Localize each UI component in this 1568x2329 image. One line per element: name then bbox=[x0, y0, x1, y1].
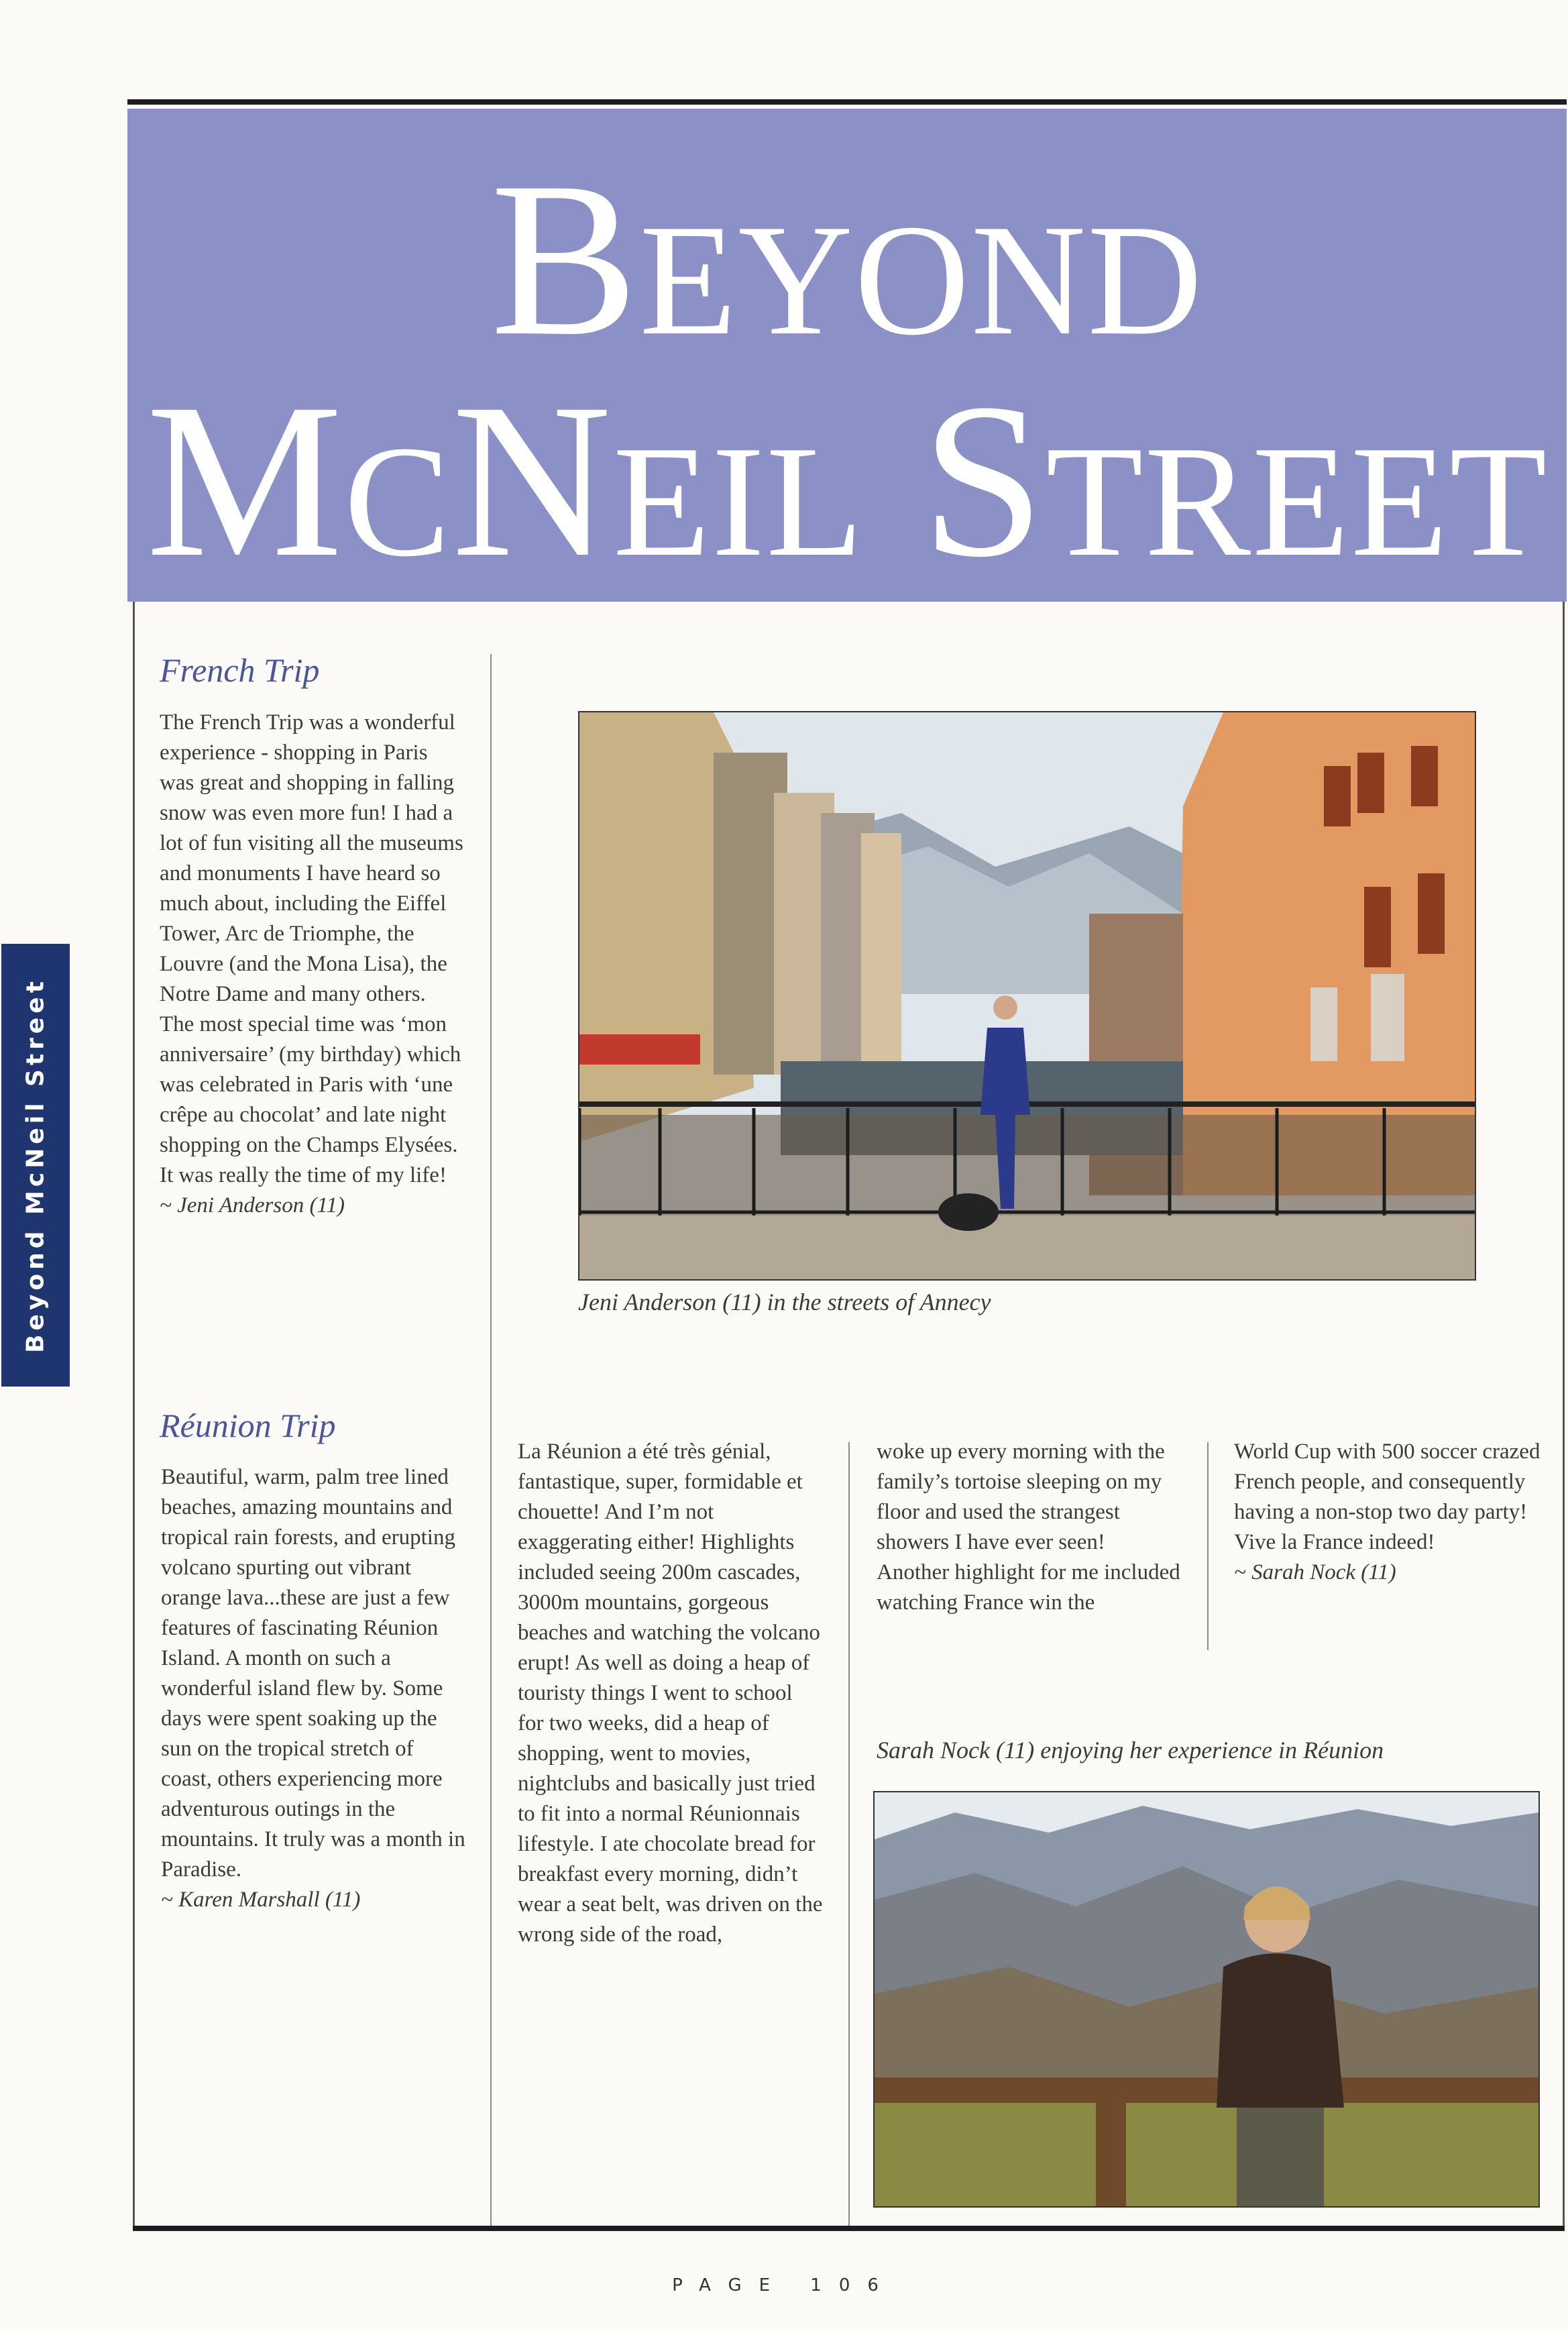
title-line-2: MCNEIL STREET bbox=[146, 358, 1549, 603]
reunion-trip-body: Beautiful, warm, palm tree lined beaches, amazing mountains and tropical rain forests, and erupting volcano spurting out vibrant orange lava...these are just a few features of fascinating Réunion Island. A month on such a wonderful island flew by. Some days were spent soaking up the sun on the tropical stretch of coast, others experiencing more adventurous outings in the mountains. It truly was a month in Paradise. bbox=[161, 1465, 465, 1882]
french-trip-signature: ~ Jeni Anderson (11) bbox=[160, 1193, 345, 1217]
frame-left bbox=[133, 602, 135, 2228]
annecy-photo-caption: Jeni Anderson (11) in the streets of Annecy bbox=[578, 1289, 991, 1315]
top-rule bbox=[127, 99, 1567, 105]
sarah-article-col-2: woke up every morning with the family’s tortoise sleeping on my floor and used the strangest showers I have ever seen! Another highlight for me included watching France win the bbox=[877, 1440, 1180, 1615]
frame-right bbox=[1563, 602, 1565, 2228]
column-divider-1 bbox=[490, 654, 492, 2228]
reunion-trip-article bbox=[161, 1462, 466, 1915]
sarah-article-col-3-text: World Cup with 500 soccer crazed French people, and consequently having a non-stop two day party! Vive la France indeed! bbox=[1234, 1440, 1541, 1554]
title-line-1: BEYOND bbox=[490, 137, 1204, 382]
sarah-article-col-1: La Réunion a été très génial, fantastique, super, formidable et chouette! And I’m not exaggerating either! Highlights included seeing 200m cascades, 3000m mountains, gorgeous beaches and watching the volcano erupt! As well as doing a heap of touristy things I went to school for two weeks, did a heap of shopping, went to movies, nightclubs and basically just tried to fit into a normal Réunionnais lifestyle. I ate chocolate bread for breakfast every morning, didn’t wear a seat belt, was driven on the wrong side of the road, bbox=[518, 1440, 823, 1947]
reunion-trip-signature: ~ Karen Marshall (11) bbox=[161, 1888, 361, 1912]
reunion-photo-caption: Sarah Nock (11) enjoying her experience in Réunion bbox=[877, 1737, 1384, 1764]
title-banner bbox=[127, 109, 1567, 602]
page-number: PAGE 106 bbox=[672, 2275, 896, 2295]
reunion-trip-heading: Réunion Trip bbox=[160, 1407, 336, 1444]
sarah-article-col-3 bbox=[1234, 1437, 1549, 1588]
sarah-signature: ~ Sarah Nock (11) bbox=[1234, 1560, 1396, 1584]
french-trip-body: The French Trip was a wonderful experience - shopping in Paris was great and shopping in falling snow was even more fun! I had a lot of fun visiting all the museums and monuments I have heard so much about, including the Eiffel Tower, Arc de Triomphe, the Louvre (and the Mona Lisa), the Notre Dame and many others. The most special time was ‘mon anniversaire’ (my birthday) which was celebrated in Paris with ‘une crêpe au chocolat’ and late night shopping on the Champs Elysées. It was really the time of my life! bbox=[160, 710, 463, 1187]
reunion-photo bbox=[873, 1791, 1540, 2208]
annecy-photo bbox=[578, 711, 1476, 1281]
column-divider-2 bbox=[848, 1442, 850, 2228]
french-trip-heading: French Trip bbox=[160, 651, 320, 689]
side-tab-label: Beyond McNeil Street bbox=[21, 977, 50, 1353]
french-trip-article bbox=[160, 708, 465, 1221]
bottom-rule bbox=[133, 2226, 1565, 2231]
column-divider-3 bbox=[1207, 1442, 1209, 1650]
side-tab bbox=[1, 944, 70, 1387]
